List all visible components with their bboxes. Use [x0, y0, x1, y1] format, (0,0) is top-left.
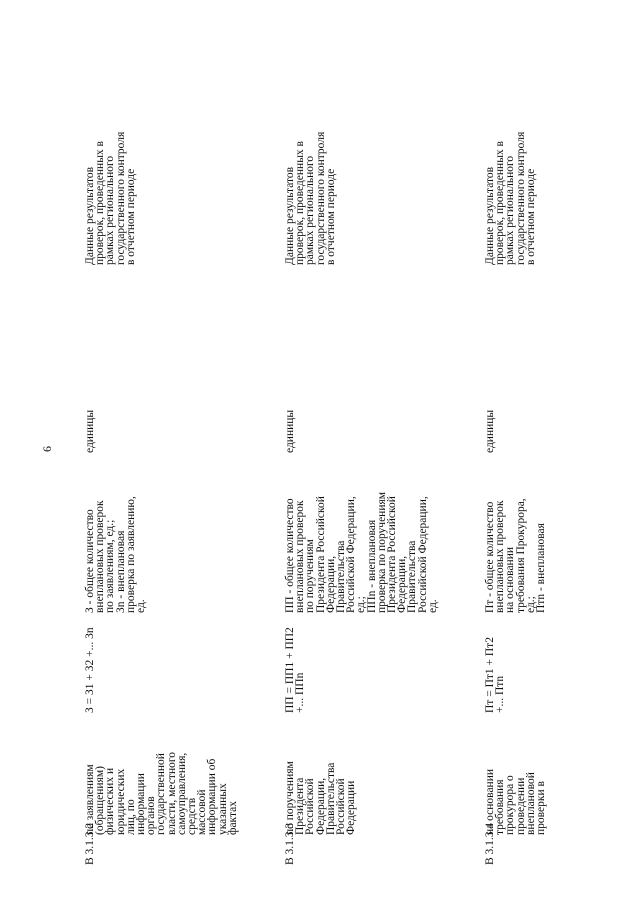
indicator-source: Данные результатов проверок, проведенных в рамках регионального государственного контроля в отчетном периоде	[484, 131, 537, 265]
indicator-name: по поручениям Президента Российской Федерации, Правительства Российской Федерации	[284, 761, 358, 835]
indicator-code: В 3.1.3.4	[484, 822, 496, 865]
indicator-unit: единицы	[284, 409, 296, 453]
indicator-code: В 3.1.3.3	[284, 822, 296, 865]
indicator-description: Пт - общее количество внеплановых проверок на основании требования Прокурора, ед.; Птn - внеплановая	[484, 498, 548, 613]
table-row	[485, 45, 640, 865]
indicator-formula: Пт = Пт1 + Пт2 +... Птn	[484, 637, 507, 713]
indicator-name: по заявлениям (обращениям) физических и юридических лиц, по информации органов государственной власти, местного самоуправления, средств массовой информации об указанных фактах	[84, 751, 239, 835]
indicator-unit: единицы	[484, 409, 496, 453]
page-number: 6	[40, 446, 54, 452]
table-row	[285, 45, 480, 865]
indicator-source: Данные результатов проверок, проведенных в рамках регионального государственного контроля в отчетном периоде	[84, 131, 137, 265]
indicator-formula: З = З1 + З2 +... Зn	[84, 627, 96, 713]
indicator-description: ПП - общее количество внеплановых проверок по поручениям Президента Российской Федерации, Правительства Российской Федерации, ед.; ППn - внеплановая проверка по поручениям Президента Российской Федерации, Правительства Российской Федерации, ед.	[284, 491, 439, 613]
table-row	[85, 45, 280, 865]
indicator-name: на основании требования прокурора о проведении внеплановой проверки в	[484, 768, 548, 835]
indicator-unit: единицы	[84, 409, 96, 453]
indicator-source: Данные результатов проверок, проведенных в рамках регионального государственного контроля в отчетном периоде	[284, 131, 337, 265]
indicator-formula: ПП = ПП1 + ПП2 +... ППn	[284, 627, 307, 713]
indicator-code: В 3.1.3.2	[84, 822, 96, 865]
indicator-description: З - общее количество внеплановых проверок по заявлениям, ед.; Зn - внеплановая проверка по заявлению, ед.	[84, 496, 148, 613]
